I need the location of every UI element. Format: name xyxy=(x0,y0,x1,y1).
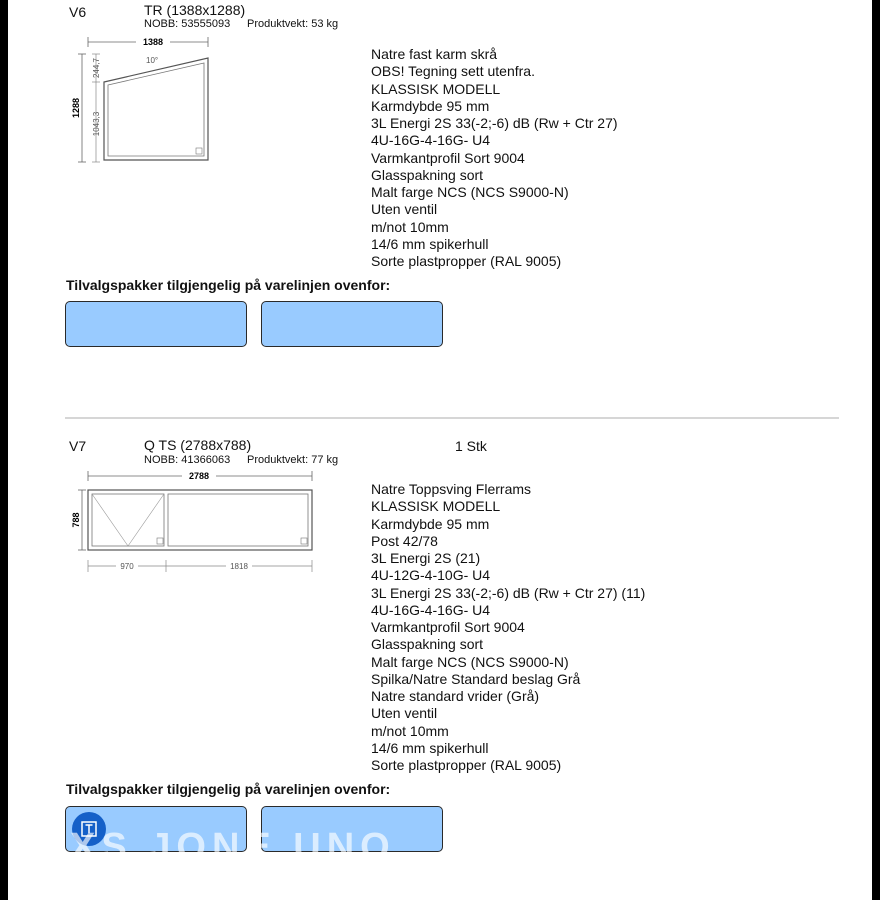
dim-sub-bottom: 1043,3 xyxy=(92,111,101,137)
description-v7 xyxy=(371,481,645,774)
desc-line: 3L Energi 2S (21) xyxy=(371,550,481,566)
desc-line: Sorte plastpropper (RAL 9005) xyxy=(371,253,562,269)
desc-line: Post 42/78 xyxy=(371,532,438,549)
document-page xyxy=(8,0,872,900)
desc-line: 14/6 mm spikerhull xyxy=(371,235,489,252)
item-title: TR (1388x1288) xyxy=(144,2,246,18)
desc-line: Malt farge NCS (NCS S9000-N) xyxy=(371,184,569,200)
desc-line: Natre standard vrider (Grå) xyxy=(371,688,540,704)
watermark: XS JONE UNO xyxy=(70,826,396,868)
desc-line: Varmkantprofil Sort 9004 xyxy=(371,619,525,635)
desc-line: 4U-16G-4-16G- U4 xyxy=(371,132,491,149)
item-nobb: NOBB: 53555093 xyxy=(144,18,231,30)
item-code: V6 xyxy=(69,4,87,20)
desc-line: Natre Toppsving Flerrams xyxy=(371,481,532,497)
dim-left-width: 970 xyxy=(120,562,134,571)
desc-line: Karmdybde 95 mm xyxy=(371,515,490,532)
dim-height: 788 xyxy=(71,512,81,528)
desc-line: Spilka/Natre Standard beslag Grå xyxy=(371,670,581,687)
desc-line: Malt farge NCS (NCS S9000-N) xyxy=(371,653,569,670)
desc-line: 4U-16G-4-16G- U4 xyxy=(371,601,491,618)
desc-line: Glasspakning sort xyxy=(371,166,484,183)
desc-line: m/not 10mm xyxy=(371,218,449,235)
desc-line: Uten ventil xyxy=(371,705,438,722)
package-button-2[interactable] xyxy=(261,301,443,347)
item-weight: Produktvekt: 77 kg xyxy=(247,454,339,466)
dim-sub-top: 244,7 xyxy=(92,57,101,79)
description-v6 xyxy=(371,46,618,270)
desc-line: Glasspakning sort xyxy=(371,636,484,653)
dim-height: 1288 xyxy=(71,97,81,119)
desc-line: Sorte plastpropper (RAL 9005) xyxy=(371,757,562,773)
dim-width: 1388 xyxy=(142,37,164,47)
desc-line: Natre fast karm skrå xyxy=(371,46,498,62)
desc-line: 3L Energi 2S 33(-2;-6) dB (Rw + Ctr 27) xyxy=(371,115,618,131)
item-weight: Produktvekt: 53 kg xyxy=(247,18,339,30)
packages-heading: Tilvalgspakker tilgjengelig på varelinjen ovenfor: xyxy=(66,781,391,797)
desc-line: 14/6 mm spikerhull xyxy=(371,739,489,756)
dim-width: 2788 xyxy=(188,471,210,481)
item-nobb: NOBB: 41366063 xyxy=(144,454,231,466)
desc-line: 3L Energi 2S 33(-2;-6) dB (Rw + Ctr 27) (11) xyxy=(371,584,646,601)
desc-line: Uten ventil xyxy=(371,201,438,218)
item-quantity: 1 Stk xyxy=(455,438,487,454)
dim-right-width: 1818 xyxy=(230,562,248,571)
item-title: Q TS (2788x788) xyxy=(144,437,252,453)
package-button-1[interactable] xyxy=(65,301,247,347)
desc-line: m/not 10mm xyxy=(371,722,449,739)
desc-line: KLASSISK MODELL xyxy=(371,498,501,515)
desc-line: KLASSISK MODELL xyxy=(371,80,501,97)
item-code: V7 xyxy=(69,438,87,454)
section-divider xyxy=(65,417,839,419)
dim-angle: 10° xyxy=(146,56,159,65)
packages-heading: Tilvalgspakker tilgjengelig på varelinjen ovenfor: xyxy=(66,277,391,293)
window-drawing-v6 xyxy=(66,34,226,166)
desc-line: Varmkantprofil Sort 9004 xyxy=(371,149,525,166)
desc-line: OBS! Tegning sett utenfra. xyxy=(371,63,535,80)
desc-line: Karmdybde 95 mm xyxy=(371,97,490,114)
window-drawing-v7 xyxy=(66,468,326,578)
desc-line: 4U-12G-4-10G- U4 xyxy=(371,567,491,584)
